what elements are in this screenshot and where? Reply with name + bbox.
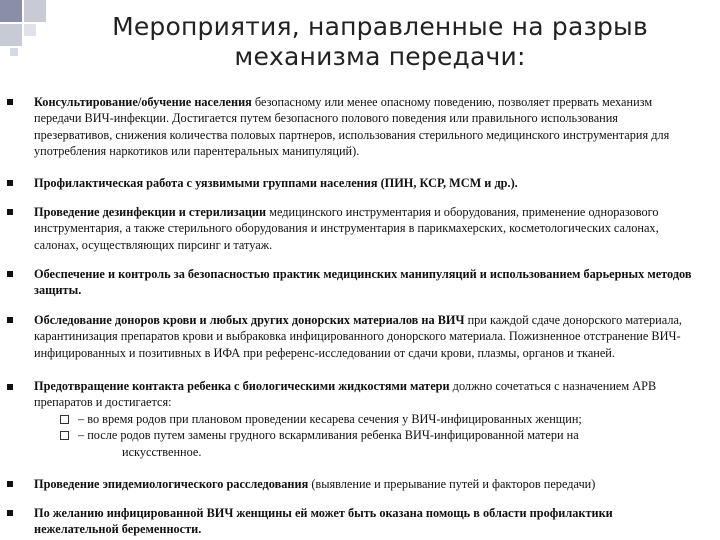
- list-item-mother-child: [34, 378, 698, 460]
- title-line-1: Мероприятия, направленные на разрыв: [112, 12, 648, 41]
- sub-item-text: – после родов путем замены грудного вскармливания ребенка ВИЧ-инфицированной матери на: [78, 428, 579, 443]
- title-line-2: механизма передачи:: [234, 42, 526, 71]
- bullet-icon: [7, 271, 13, 277]
- sub-item-text-continued: искусственное.: [122, 444, 202, 459]
- bullet-icon: [7, 99, 13, 105]
- sub-item-text: – во время родов при плановом проведении кесарева сечения у ВИЧ-инфицированных женщин;: [78, 411, 582, 426]
- item-text: должно сочетаться с назначением АРВ препаратов и достигается:: [34, 379, 657, 410]
- item-heading: Обследование доноров крови и любых других донорских материалов на ВИЧ: [34, 313, 465, 327]
- item-heading: Консультирование/обучение населения: [34, 95, 252, 109]
- list-item-vulnerable-groups: [34, 175, 698, 191]
- item-text: безопасному или менее опасному поведению, позволяет прервать механизм передачи ВИЧ-инфекции. Достигается путем безопасного полового поведения или правильного использования презервативов, снижения количества половых партнеров, использования стерильного медицинского инструментария для употребления наркотиков или парентеральных манипуляций).: [34, 95, 670, 159]
- list-item-pregnancy-prevention: [34, 505, 698, 538]
- bullet-icon: [7, 209, 13, 215]
- checkbox-bullet-icon: [60, 415, 69, 424]
- list-item-donor-screening: [34, 312, 698, 361]
- bullet-icon: [7, 317, 13, 323]
- item-text: медицинского инструментария и оборудования, применение одноразового инструментария, а также стерильного оборудования и инструментария в парикмахерских, косметологических салонах, салонах, осуществляющих пирсинг и татуаж.: [34, 205, 659, 252]
- list-item-epidemiological-investigation: [34, 476, 698, 492]
- sub-item-cesarean: [34, 411, 698, 427]
- item-text: (выявление и прерывание путей и факторов передачи): [308, 477, 596, 491]
- item-heading: Предотвращение контакта ребенка с биологическими жидкостями матери: [34, 379, 450, 393]
- item-heading: Проведение эпидемиологического расследования: [34, 477, 309, 491]
- item-text: при каждой сдаче донорского материала, карантинизация препаратов крови и выбраковка инфицированного донорского материала. Пожизненное отстранение ВИЧ-инфицированных и позитивных в ИФА при референс-исследовании от сдачи крови, плазмы, органов и тканей.: [34, 313, 682, 360]
- item-heading: Обеспечение и контроль за безопасностью практик медицинских манипуляций и использованием барьерных методов защиты.: [34, 267, 692, 298]
- bullet-icon: [7, 510, 13, 516]
- sub-item-breastfeeding: [34, 427, 698, 460]
- bullet-icon: [7, 180, 13, 186]
- bullet-icon: [7, 481, 13, 487]
- list-item-disinfection: [34, 204, 698, 253]
- bullet-icon: [7, 384, 13, 390]
- list-item-safety-control: [34, 266, 698, 299]
- checkbox-bullet-icon: [60, 431, 69, 440]
- item-heading: Профилактическая работа с уязвимыми группами населения (ПИН, КСР, МСМ и др.).: [34, 176, 518, 190]
- item-heading: По желанию инфицированной ВИЧ женщины ей может быть оказана помощь в области профилактики нежелательной беременности.: [34, 506, 613, 537]
- decorative-squares: [0, 0, 60, 60]
- list-item-counseling: [34, 94, 698, 160]
- slide-title: [60, 12, 700, 72]
- item-heading: Проведение дезинфекции и стерилизации: [34, 205, 267, 219]
